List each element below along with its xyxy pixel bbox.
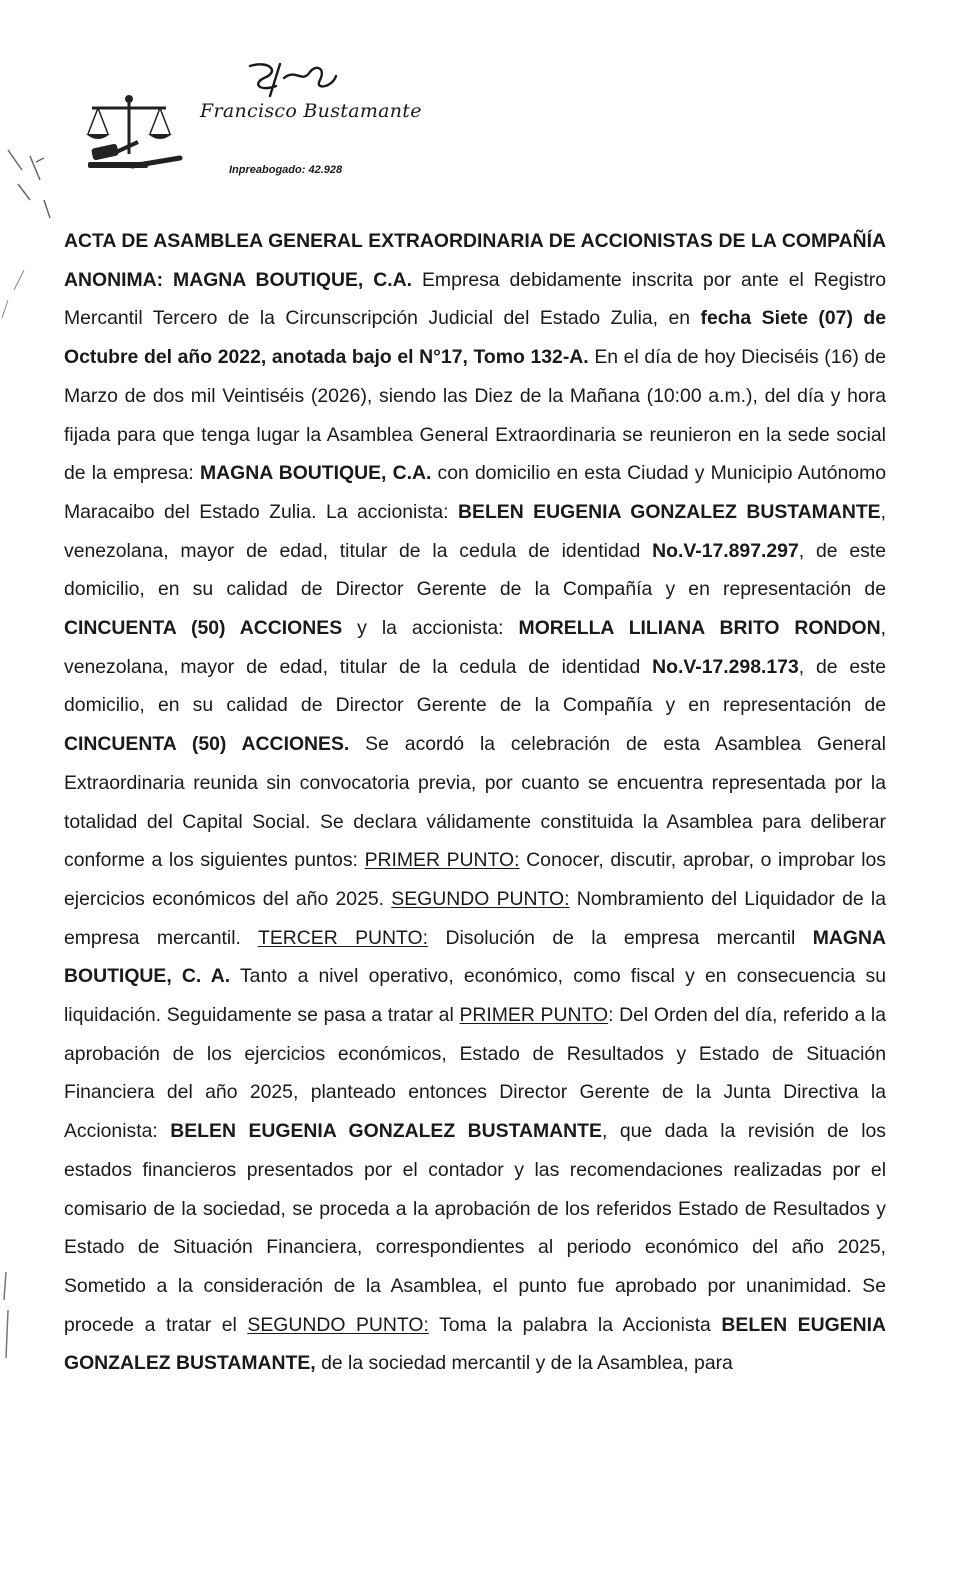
agenda-point-heading: PRIMER PUNTO:	[364, 849, 520, 872]
inpre-value: 42.928	[308, 164, 343, 176]
title-line-2: COMPAÑÍA ANONIMA: MAGNA BOUTIQUE, C.A.	[64, 230, 886, 291]
scales-of-justice-icon	[84, 92, 184, 172]
body-text: con domicilio en esta Ciudad y Municipio Autónomo Maracaibo del Estado Zulia. La accionista:	[64, 462, 887, 523]
inpreabogado-number	[229, 164, 342, 176]
body-text: : Del Orden del día, referido a la aprobación de los ejercicios económicos, Estado de Resultados y Estado de Situación Financiera del año 2025, planteado entonces Director Gerente de la Junta Directiva la Accionista:	[64, 1004, 886, 1143]
body-text: Empresa debidamente inscrita por ante el Registro Mercantil Tercero de la Circunscripción Judicial del Estado Zulia, en	[64, 268, 886, 330]
agenda-point-heading: PRIMER PUNTO	[459, 1004, 609, 1027]
body-text: En el día de hoy Dieciséis (16) de Marzo de dos mil Veintiséis (2026), siendo las Diez de la Mañana (10:00 a.m.), del día y hora fijada para que tenga lugar la Asamblea General Extraordinaria se reunieron en la sede social de la empresa:	[64, 346, 886, 485]
id-number: No.V-17.897.297	[652, 539, 799, 562]
document-paragraph	[64, 222, 886, 1383]
id-number: No.V-17.298.173	[652, 655, 799, 678]
body-text: de la sociedad mercantil y de la Asamblea, para	[315, 1352, 733, 1375]
body-text: , venezolana, mayor de edad, titular de la cedula de identidad	[64, 617, 886, 678]
handwritten-signature	[240, 58, 340, 98]
margin-stamp-marks	[0, 140, 60, 340]
company-name: MAGNA BOUTIQUE, C.A.	[200, 462, 432, 485]
body-text: Toma la palabra la Accionista	[428, 1313, 722, 1336]
inpre-label: Inpreabogado:	[229, 164, 306, 176]
margin-edge-mark	[0, 1270, 20, 1360]
body-text: , que dada la revisión de los estados financieros presentados por el contador y las recomendaciones realizadas por el comisario de la sociedad, se proceda a la aprobación de los referidos Estado de Resultados y Estado de Situación Financiera, correspondientes al periodo económico del año 2025, Sometido a la consideración de la Asamblea, el punto fue aprobado por unanimidad. Se procede a tratar el	[64, 1120, 886, 1336]
title-line-1: ACTA DE ASAMBLEA GENERAL EXTRAORDINARIA DE ACCIONISTAS DE LA	[64, 230, 777, 252]
shareholder-name: BELEN EUGENIA GONZALEZ BUSTAMANTE	[170, 1120, 602, 1143]
agenda-point-heading: SEGUNDO PUNTO:	[247, 1313, 429, 1336]
document-body	[64, 222, 886, 1383]
shares-count: CINCUENTA (50) ACCIONES.	[64, 733, 350, 756]
body-text: , de este domicilio, en su calidad de Director Gerente de la Compañía y en representación de	[64, 539, 886, 601]
letterhead	[0, 0, 964, 200]
body-text: Nombramiento del Liquidador de la empresa mercantil.	[64, 887, 886, 949]
body-text: Tanto a nivel operativo, económico, como fiscal y en consecuencia su liquidación. Seguidamente se pasa a tratar al	[64, 965, 886, 1027]
shareholder-name: BELEN EUGENIA GONZALEZ BUSTAMANTE,	[64, 1313, 886, 1375]
body-text: Se acordó la celebración de esta Asamblea General Extraordinaria reunida sin convocatoria previa, por cuanto se encuentra representada por la totalidad del Capital Social. Se declara válidamente constituida la Asamblea para deliberar conforme a los siguientes puntos:	[64, 733, 886, 872]
shareholder-name: BELEN EUGENIA GONZALEZ BUSTAMANTE	[458, 500, 881, 523]
body-text: Conocer, discutir, aprobar, o improbar los ejercicios económicos del año 2025.	[64, 849, 886, 910]
agenda-point-heading: SEGUNDO PUNTO:	[391, 887, 570, 910]
registration-date: fecha Siete (07) de Octubre del año 2022, anotada bajo el N°17, Tomo 132-A.	[64, 307, 886, 369]
body-text: y la accionista:	[342, 617, 519, 640]
lawyer-name: Francisco Bustamante	[200, 100, 422, 122]
agenda-point-heading: TERCER PUNTO:	[257, 926, 429, 949]
body-text: , venezolana, mayor de edad, titular de la cedula de identidad	[64, 500, 886, 562]
body-text: Disolución de la empresa mercantil	[428, 926, 813, 949]
company-name: MAGNA BOUTIQUE, C. A.	[64, 926, 886, 988]
body-text: , de este domicilio, en su calidad de Director Gerente de la Compañía y en representación de	[64, 655, 886, 717]
shareholder-name: MORELLA LILIANA BRITO RONDON	[518, 617, 881, 640]
shares-count: CINCUENTA (50) ACCIONES	[64, 617, 343, 640]
